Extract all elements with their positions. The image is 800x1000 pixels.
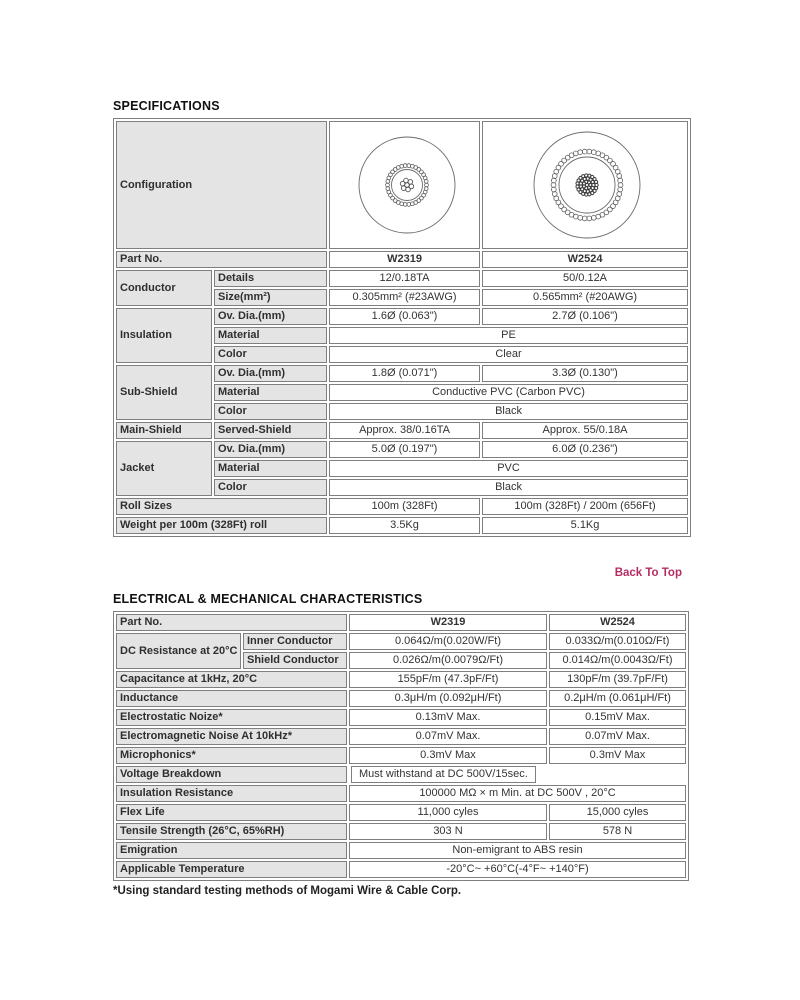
label-cell: Inner Conductor — [243, 633, 347, 650]
w2319-cross-section — [332, 122, 480, 248]
value-cell: 0.026Ω/m(0.0079Ω/Ft) — [349, 652, 547, 669]
label-cell: Ov. Dia.(mm) — [214, 365, 327, 382]
value-cell: 0.07mV Max. — [349, 728, 547, 745]
value-cell: Approx. 38/0.16TA — [329, 422, 480, 439]
value-cell: Black — [329, 479, 688, 496]
value-cell: PVC — [329, 460, 688, 477]
electrical-table — [113, 611, 689, 881]
value-cell: 50/0.12A — [482, 270, 688, 287]
label-cell: Ov. Dia.(mm) — [214, 441, 327, 458]
spec-row — [116, 251, 688, 268]
elec-row — [116, 709, 686, 726]
w2524-diagram-cell — [482, 121, 688, 249]
label-cell: Jacket — [116, 441, 212, 496]
value-cell: 0.565mm² (#20AWG) — [482, 289, 688, 306]
label-cell: Material — [214, 384, 327, 401]
label-cell: Electromagnetic Noise At 10kHz* — [116, 728, 347, 745]
label-cell: Tensile Strength (26°C, 65%RH) — [116, 823, 347, 840]
value-cell: 15,000 cyles — [549, 804, 686, 821]
label-cell: Flex Life — [116, 804, 347, 821]
value-cell: 12/0.18TA — [329, 270, 480, 287]
value-cell: 0.15mV Max. — [549, 709, 686, 726]
value-cell: 100m (328Ft) / 200m (656Ft) — [482, 498, 688, 515]
label-cell: Emigration — [116, 842, 347, 859]
back-to-top-link[interactable]: Back To Top — [614, 567, 682, 579]
value-cell: 0.13mV Max. — [349, 709, 547, 726]
value-cell: PE — [329, 327, 688, 344]
value-cell: 0.07mV Max. — [549, 728, 686, 745]
configuration-label: Configuration — [116, 121, 327, 249]
value-cell: 0.2μH/m (0.061μH/Ft) — [549, 690, 686, 707]
label-cell: Served-Shield — [214, 422, 327, 439]
value-cell: -20°C~ +60°C(-4°F~ +140°F) — [349, 861, 686, 878]
value-cell: 0.305mm² (#23AWG) — [329, 289, 480, 306]
value-cell: 0.3μH/m (0.092μH/Ft) — [349, 690, 547, 707]
spec-row — [116, 441, 688, 458]
value-cell: Conductive PVC (Carbon PVC) — [329, 384, 688, 401]
value-cell — [349, 766, 686, 783]
label-cell: Size(mm²) — [214, 289, 327, 306]
value-cell: 3.5Kg — [329, 517, 480, 534]
label-cell: Insulation — [116, 308, 212, 363]
label-cell: Material — [214, 460, 327, 477]
label-cell: Color — [214, 403, 327, 420]
spec-row — [116, 517, 688, 534]
label-cell: Conductor — [116, 270, 212, 306]
value-cell: 130pF/m (39.7pF/Ft) — [549, 671, 686, 688]
value-cell: 303 N — [349, 823, 547, 840]
value-cell: Non-emigrant to ABS resin — [349, 842, 686, 859]
value-cell: 0.014Ω/m(0.0043Ω/Ft) — [549, 652, 686, 669]
value-cell: 155pF/m (47.3pF/Ft) — [349, 671, 547, 688]
label-cell: Color — [214, 479, 327, 496]
label-cell: Part No. — [116, 251, 327, 268]
value-box: Must withstand at DC 500V/15sec. — [351, 766, 536, 783]
back-to-top-row — [113, 563, 682, 581]
elec-row — [116, 785, 686, 802]
elec-row — [116, 633, 686, 650]
label-cell: Applicable Temperature — [116, 861, 347, 878]
elec-row — [116, 728, 686, 745]
footnote: *Using standard testing methods of Mogami Wire & Cable Corp. — [113, 885, 462, 897]
spec-row — [116, 121, 688, 249]
spec-row — [116, 308, 688, 325]
label-cell: Color — [214, 346, 327, 363]
value-cell: 0.3mV Max — [349, 747, 547, 764]
part-no-w2524: W2524 — [549, 614, 686, 631]
spec-row — [116, 270, 688, 287]
elec-row — [116, 842, 686, 859]
value-cell: 0.3mV Max — [549, 747, 686, 764]
label-cell: Part No. — [116, 614, 347, 631]
label-cell: Voltage Breakdown — [116, 766, 347, 783]
value-cell: 2.7Ø (0.106") — [482, 308, 688, 325]
spec-row — [116, 422, 688, 439]
elec-row — [116, 614, 686, 631]
elec-row — [116, 671, 686, 688]
spec-row — [116, 365, 688, 382]
specifications-heading: SPECIFICATIONS — [113, 99, 220, 113]
label-cell: Ov. Dia.(mm) — [214, 308, 327, 325]
label-cell: Electrostatic Noize* — [116, 709, 347, 726]
value-cell: Approx. 55/0.18A — [482, 422, 688, 439]
value-cell: 3.3Ø (0.130") — [482, 365, 688, 382]
content-column — [113, 99, 686, 897]
label-cell: Material — [214, 327, 327, 344]
value-cell: 5.0Ø (0.197") — [329, 441, 480, 458]
label-cell: Capacitance at 1kHz, 20°C — [116, 671, 347, 688]
electrical-heading: ELECTRICAL & MECHANICAL CHARACTERISTICS — [113, 592, 423, 606]
label-cell: Insulation Resistance — [116, 785, 347, 802]
value-cell: 1.8Ø (0.071") — [329, 365, 480, 382]
value-cell: 0.064Ω/m(0.020W/Ft) — [349, 633, 547, 650]
value-cell: Black — [329, 403, 688, 420]
label-cell: Main-Shield — [116, 422, 212, 439]
elec-row — [116, 823, 686, 840]
value-cell: 100000 MΩ × m Min. at DC 500V , 20°C — [349, 785, 686, 802]
value-cell: 1.6Ø (0.063") — [329, 308, 480, 325]
label-cell: Microphonics* — [116, 747, 347, 764]
elec-row — [116, 690, 686, 707]
value-cell: 11,000 cyles — [349, 804, 547, 821]
label-cell: Weight per 100m (328Ft) roll — [116, 517, 327, 534]
elec-row — [116, 804, 686, 821]
elec-row — [116, 747, 686, 764]
value-cell: 6.0Ø (0.236") — [482, 441, 688, 458]
value-cell: 578 N — [549, 823, 686, 840]
w2524-cross-section — [485, 122, 688, 248]
elec-row — [116, 861, 686, 878]
value-cell: 100m (328Ft) — [329, 498, 480, 515]
value-cell: Clear — [329, 346, 688, 363]
part-no-w2524: W2524 — [482, 251, 688, 268]
w2319-diagram-cell — [329, 121, 480, 249]
label-cell: Inductance — [116, 690, 347, 707]
label-cell: Sub-Shield — [116, 365, 212, 420]
label-cell: Details — [214, 270, 327, 287]
elec-row — [116, 766, 686, 783]
label-cell: Shield Conductor — [243, 652, 347, 669]
spec-row — [116, 498, 688, 515]
value-cell: 0.033Ω/m(0.010Ω/Ft) — [549, 633, 686, 650]
part-no-w2319: W2319 — [349, 614, 547, 631]
specifications-table — [113, 118, 691, 537]
value-cell: 5.1Kg — [482, 517, 688, 534]
label-cell: Roll Sizes — [116, 498, 327, 515]
label-cell: DC Resistance at 20°C — [116, 633, 241, 669]
part-no-w2319: W2319 — [329, 251, 480, 268]
